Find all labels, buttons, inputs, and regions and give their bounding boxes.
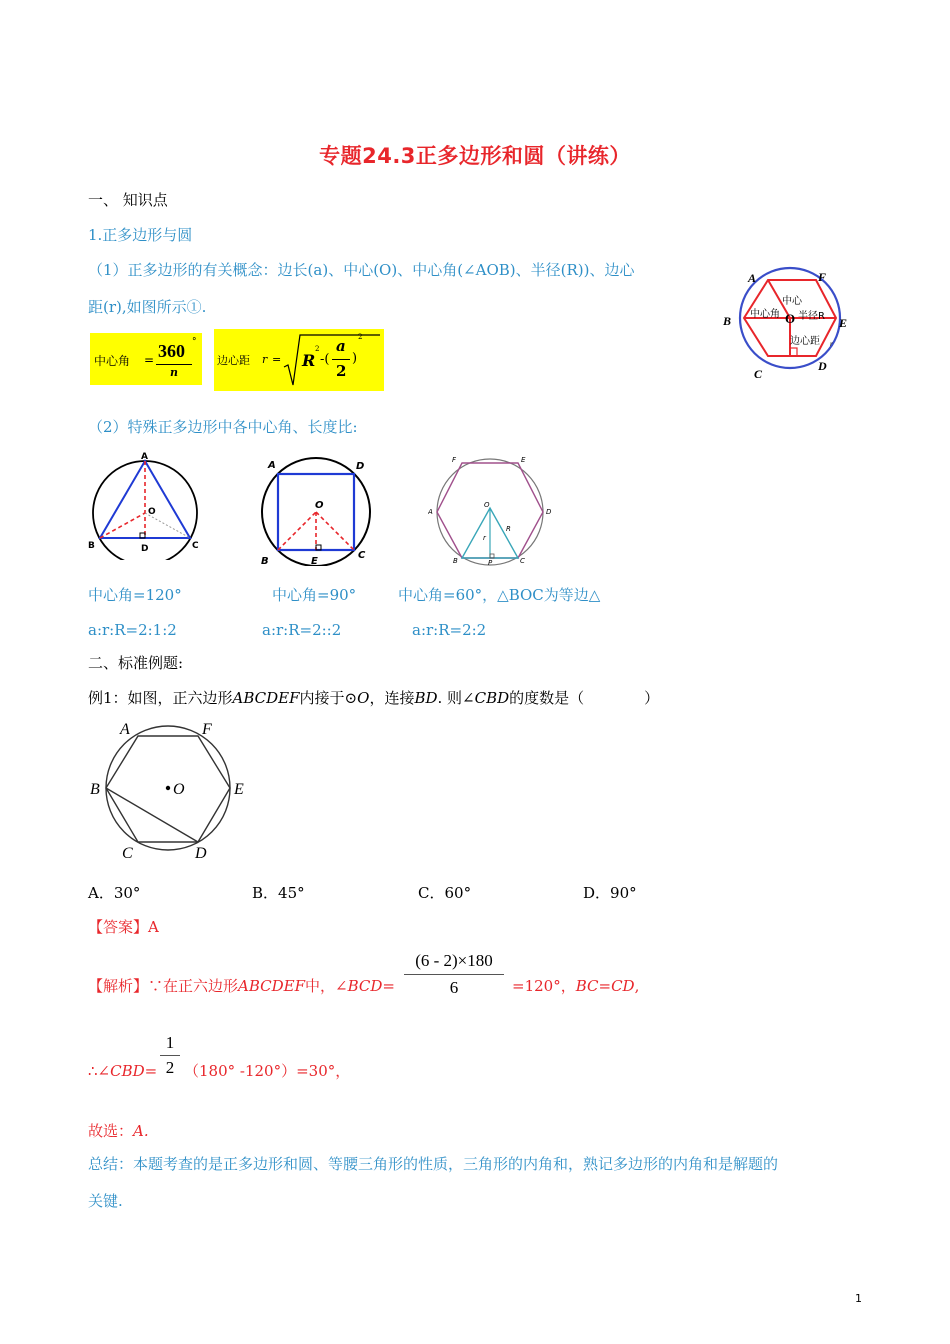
- choice-b: B．45°: [252, 884, 305, 902]
- half-fraction: [160, 1033, 180, 1078]
- analysis-frac-num: (6 - 2)×180: [404, 951, 504, 975]
- analysis-tail: [512, 975, 639, 997]
- hex2-label-P: P: [488, 559, 493, 566]
- analysis-fraction: [404, 951, 504, 998]
- subsection-heading: 1.正多边形与圆: [88, 226, 193, 244]
- formula2-close: ): [352, 351, 358, 366]
- sqrt-symbol: [282, 331, 382, 389]
- label-F: F: [818, 270, 827, 284]
- square-central-angle: 中心角=90°: [272, 586, 357, 604]
- concept-line-1: （1）正多边形的有关概念：边长(a)、中心(O)、中心角(∠AOB)、半径(R))、边心: [88, 261, 635, 279]
- formula-denominator: n: [170, 366, 178, 379]
- label-center: 中心: [782, 296, 802, 307]
- formula2-equals: =: [272, 353, 282, 366]
- label-D: D: [818, 359, 827, 373]
- formula2-two: 2: [336, 362, 347, 380]
- choice-c: C．60°: [418, 884, 472, 902]
- example-mid3: . 则∠: [437, 689, 475, 707]
- hexagon-special-figure: [428, 454, 556, 566]
- label-C: C: [754, 367, 763, 381]
- tri-label-B: B: [88, 541, 95, 551]
- example-hexagon-figure: [86, 716, 252, 864]
- label-E: E: [839, 316, 848, 330]
- fraction-bar: [156, 364, 192, 365]
- tri-label-O: O: [148, 507, 156, 517]
- central-angle-formula: [90, 333, 202, 385]
- analysis-eq2: =: [598, 977, 612, 995]
- ex-label-A: A: [120, 721, 130, 738]
- section-heading-2: 二、标准例题:: [88, 654, 184, 672]
- half-den: 2: [165, 1058, 175, 1077]
- summary-line-1: 总结：本题考查的是正多边形和圆、等腰三角形的性质，三角形的内角和，熟记多边形的内角和是解题的: [88, 1155, 779, 1173]
- hex2-label-A: A: [428, 508, 433, 516]
- example-circle: O: [357, 689, 370, 707]
- page-title: 专题24.3正多边形和圆（讲练）: [319, 144, 631, 168]
- analysis-line: [88, 975, 395, 997]
- triangle-ratio: a:r:R=2:1:2: [88, 621, 177, 639]
- section-heading-1: 一、 知识点: [88, 191, 168, 209]
- example-segment: BD: [414, 689, 438, 707]
- ex-label-C: C: [122, 845, 133, 862]
- label-apothem: 边心距: [790, 336, 820, 347]
- formula-equals: =: [144, 353, 155, 367]
- summary-line-2: 关键.: [88, 1192, 123, 1210]
- choice-a: A．30°: [88, 884, 141, 902]
- ex-label-F: F: [202, 721, 212, 738]
- therefore-line: [88, 1060, 157, 1082]
- choose-prefix: 故选：: [88, 1122, 134, 1140]
- choice-d: D．90°: [583, 884, 637, 902]
- tri-label-D: D: [141, 544, 149, 554]
- label-central-angle: 中心角: [750, 309, 780, 320]
- label-O: O: [785, 311, 796, 326]
- analysis-prefix: 【解析】∵在正六边形: [88, 977, 239, 995]
- example-mid2: ，连接: [369, 689, 415, 707]
- hex2-label-F: F: [452, 456, 457, 464]
- formula2-sq: 2: [315, 345, 320, 353]
- sq-label-D: D: [356, 461, 365, 472]
- hex2-label-C: C: [520, 557, 525, 565]
- analysis-cd: CD: [611, 977, 635, 995]
- sq-label-A: A: [268, 460, 276, 471]
- sq-label-O: O: [315, 500, 324, 511]
- analysis-eq: =: [382, 977, 395, 995]
- sq-label-C: C: [358, 550, 366, 561]
- label-radius: 半径R: [798, 311, 825, 322]
- analysis-tail1: =120°，: [512, 977, 576, 995]
- concept-line-2: 距(r),如图所示①.: [88, 298, 207, 316]
- hex2-label-E: E: [521, 456, 526, 464]
- hexagon-central-angle: 中心角=60°，△BOC为等边△: [398, 586, 601, 604]
- page-number: 1: [855, 1292, 862, 1305]
- hex2-label-r: r: [483, 534, 486, 542]
- example-1-question: [88, 687, 659, 709]
- analysis-bc: BC: [575, 977, 599, 995]
- example-suffix: 的度数是（ ）: [509, 689, 660, 707]
- example-angle: CBD: [474, 689, 510, 707]
- hex2-label-B: B: [453, 557, 458, 565]
- formula2-minus: -(: [320, 352, 330, 367]
- answer-line: 【答案】A: [88, 918, 159, 936]
- formula2-R: R: [302, 351, 316, 370]
- analysis-frac-den: 6: [449, 978, 459, 997]
- choose-value: A.: [133, 1122, 149, 1140]
- formula-degree: °: [192, 337, 197, 347]
- label-B: B: [723, 314, 732, 328]
- choose-line: [88, 1120, 149, 1142]
- square-ratio: a:r:R=2::2: [262, 621, 342, 639]
- hex2-label-R: R: [506, 525, 511, 533]
- hex2-label-O: O: [484, 501, 490, 509]
- ex-label-D: D: [195, 845, 207, 862]
- special-polygons-line: （2）特殊正多边形中各中心角、长度比:: [88, 418, 358, 436]
- analysis-comma: ,: [634, 977, 640, 995]
- analysis-angle: BCD: [347, 977, 383, 995]
- tri-label-C: C: [192, 541, 199, 551]
- sq-label-E: E: [311, 556, 318, 566]
- therefore-prefix: ∴∠: [88, 1062, 111, 1080]
- therefore-eq: =: [144, 1062, 158, 1080]
- tri-label-A: A: [141, 452, 148, 462]
- hexagon-ratio: a:r:R=2:2: [412, 621, 487, 639]
- formula2-sq2: 2: [358, 333, 363, 341]
- formula-numerator: 360: [158, 341, 185, 361]
- therefore-angle: CBD: [110, 1062, 145, 1080]
- ex-label-B: B: [90, 781, 100, 798]
- analysis-poly: ABCDEF: [238, 977, 306, 995]
- example-mid: 内接于⊙: [299, 689, 358, 707]
- label-A: A: [748, 271, 757, 285]
- triangle-central-angle: 中心角=120°: [88, 586, 182, 604]
- square-figure: [258, 452, 378, 566]
- apothem-formula: [214, 329, 384, 391]
- formula2-bar: [332, 359, 350, 360]
- hexagon-concept-figure: [720, 262, 860, 382]
- formula-label: 中心角: [94, 354, 131, 368]
- ex-label-E: E: [234, 781, 244, 798]
- therefore-tail: （180° -120°）=30°，: [184, 1062, 351, 1080]
- formula2-label: 边心距: [217, 354, 250, 367]
- formula2-a: a: [336, 337, 346, 355]
- ex-label-O: O: [173, 781, 185, 798]
- analysis-mid: 中，∠: [305, 977, 348, 995]
- label-r: r: [830, 340, 833, 348]
- sq-label-B: B: [261, 556, 269, 566]
- half-num: 1: [160, 1033, 180, 1056]
- formula2-r: r: [262, 353, 268, 366]
- hex2-label-D: D: [546, 508, 552, 516]
- triangle-figure: [86, 450, 206, 560]
- example-poly: ABCDEF: [232, 689, 300, 707]
- example-prefix: 例1：如图，正六边形: [88, 689, 233, 707]
